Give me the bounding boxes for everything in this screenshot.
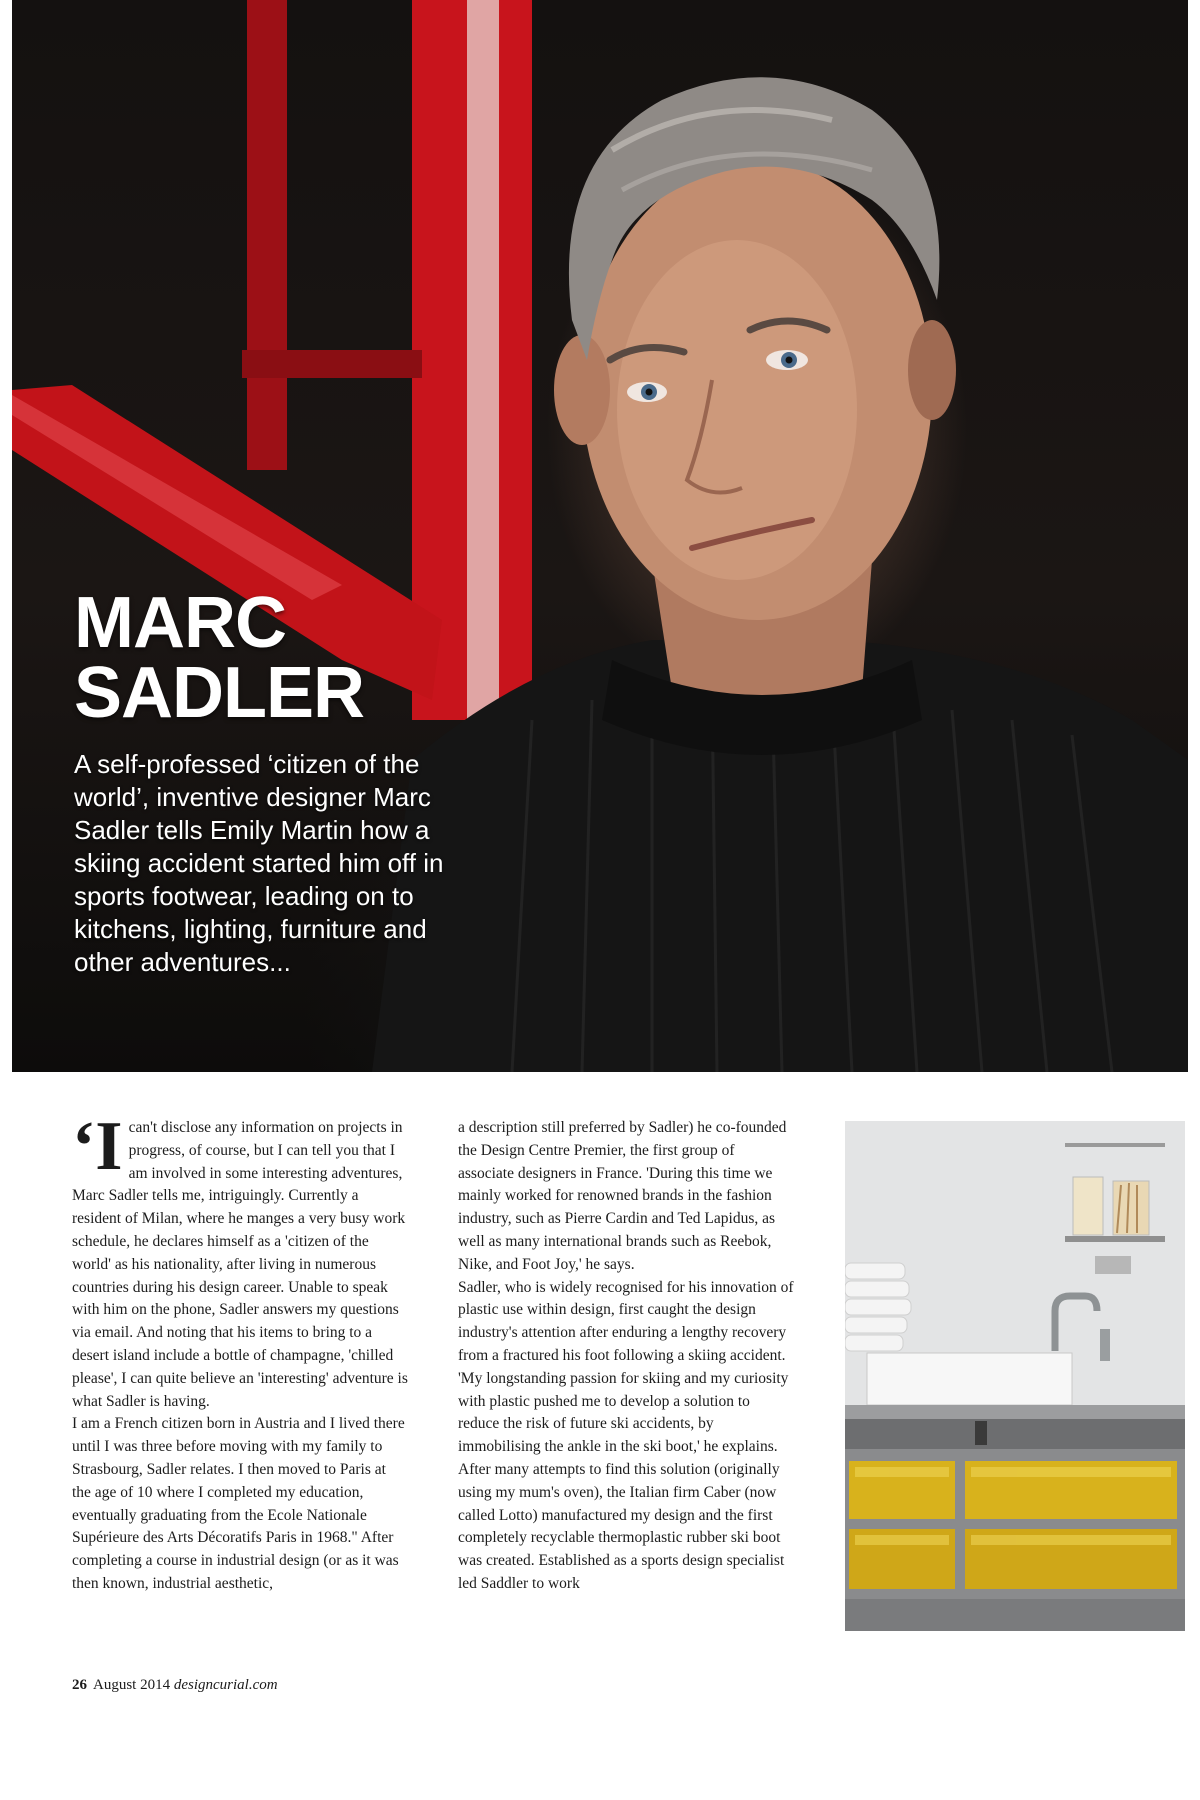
upper-shelf xyxy=(1065,1143,1165,1147)
jar xyxy=(1073,1177,1103,1235)
kitchen-illustration xyxy=(845,1121,1185,1631)
article-column-2 xyxy=(458,1117,794,1596)
hero-photo xyxy=(12,0,1188,1072)
ear-left xyxy=(554,335,610,445)
frame-highlight xyxy=(467,0,499,720)
countertop xyxy=(845,1405,1185,1419)
drain-pipe xyxy=(975,1421,987,1445)
paragraph-lead: can't disclose any information on projects in progress, of course, but I can tell you that I am involved in some interesting adventures, Marc Sadler tells me, intriguingly. Currently a resident of Milan, where he manges a very busy work schedule, he declares himself as a 'citizen of the world' as his nationality, after living in numerous countries during his design career. Unable to speak with him on the phone, Sadler answers my questions via email. And noting that his items to bring to a desert island include a bottle of champagne, 'chilled please', I can quite believe an 'interesting' adventure is what Sadler is having. xyxy=(72,1119,408,1410)
page-folio xyxy=(72,1677,278,1694)
sink-basin xyxy=(867,1353,1072,1405)
page-number: 26 xyxy=(72,1677,87,1693)
red-frame-crossbar xyxy=(242,350,422,378)
dropcap: ‘I xyxy=(72,1108,123,1185)
article-standfirst: A self-professed ‘citizen of the world’, inventive designer Marc Sadler tells Emily Martin how a skiing accident started him off in sports footwear, leading on to kitchens, lighting, furniture and other adventures... xyxy=(74,749,444,977)
article-column-1 xyxy=(72,1108,408,1596)
cabinet-plinth xyxy=(845,1599,1185,1631)
paragraph: Sadler, who is widely recognised for his innovation of plastic use within design, first caught the design industry's attention after enduring a lengthy recovery from a fractured his foot following a skiing accident. 'My longstanding passion for skiing and my curiosity with plastic pushed me to develop a solution to reduce the risk of future ski accidents, by immobilising the ankle in the ski boot,' he explains. After many attempts to find this solution (originally using my mum's oven), the Italian firm Caber (now called Lotto) manufactured my design and the first completely recyclable thermoplastic rubber ski boot was created. Established as a sports design specialist led Saddler to work xyxy=(458,1278,794,1592)
red-frame-post-left xyxy=(247,0,287,470)
site-link[interactable]: designcurial.com xyxy=(173,1677,278,1693)
wall-switch xyxy=(1095,1256,1131,1274)
paragraph: I am a French citizen born in Austria and I lived there until I was three before moving with my family to Strasbourg, Sadler relates. I then moved to Paris at the age of 10 where I completed my education, eventually graduating from the Ecole Nationale Supérieure des Arts Décoratifs Paris in 1968." After completing a course in industrial design (or as it was then known, industrial aesthetic, xyxy=(72,1415,405,1592)
paragraph: a description still preferred by Sadler) he co-founded the Design Centre Premier, the first group of associate designers in France. 'During this time we mainly worked for renowned brands in the fashion industry, such as Pierre Cardin and Ted Lapidus, as well as many international brands such as Reebok, Nike, and Foot Joy,' he says. xyxy=(458,1119,787,1273)
issue-date: August 2014 xyxy=(93,1677,171,1693)
ear-right xyxy=(908,320,956,420)
kitchen-product-photo xyxy=(845,1121,1185,1631)
glass-shelf xyxy=(1065,1236,1165,1242)
article-title: MARC SADLER xyxy=(74,583,365,733)
